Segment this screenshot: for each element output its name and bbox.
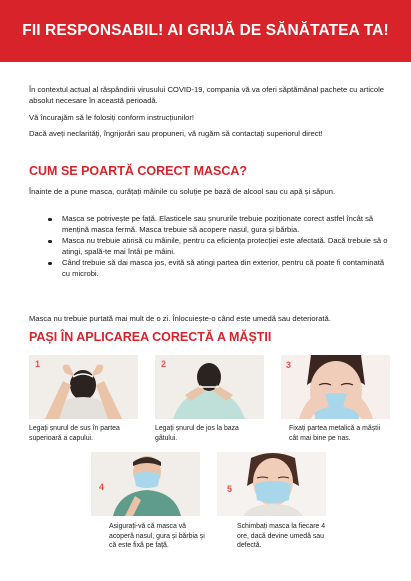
step-2-photo	[155, 355, 264, 419]
step-number: 1	[35, 359, 41, 369]
intro-text	[29, 84, 389, 145]
step-4-photo	[91, 452, 200, 516]
list-item: Masca se potrivește pe față. Elasticele sau șnururile trebuie poziționate corect astfel încât să mențină masca fermă. Masca trebuie să acopere nasul, gura și bărbia.	[48, 214, 388, 235]
header-banner	[0, 0, 411, 62]
list-item: Când trebuie să dai masca jos, evită să atingi partea din exterior, pentru că poate fi contaminată cu microbi.	[48, 258, 388, 279]
step-1-caption: Legați șnurul de sus în partea superioară a capului.	[29, 425, 120, 442]
step-5-caption: Schimbați masca la fiecare 4 ore, dacă devine umedă sau defectă.	[237, 523, 326, 549]
list-item: Masca nu trebuie atinsă cu mâinile, pentru ca eficiența protecției este afectată. Dacă trebuie să o atingi, spală-te mai întâi pe mâini.	[48, 236, 388, 257]
page-title: FII RESPONSABIL! AI GRIJĂ DE SĂNĂTATEA TA!	[22, 22, 389, 39]
step-4-caption: Asigurați-vă că masca vă acoperă nasul, gura și bărbia și că este fixă pe față.	[109, 523, 205, 549]
step-number: 4	[99, 482, 105, 492]
step-3-caption: Fixați partea metalică a măștii cât mai bine pe nas.	[289, 425, 381, 442]
step-2-caption: Legați șnurul de jos la baza gâtului.	[155, 425, 239, 442]
mask-rules-list	[48, 214, 388, 281]
step-number: 3	[286, 360, 292, 370]
step-5-photo	[217, 452, 326, 516]
intro-paragraph: Vă încurajăm să le folosiți conform instrucțiunilor!	[29, 112, 195, 122]
intro-paragraph: În contextul actual al răspândirii virusului COVID-19, compania vă va oferi săptămânal pachete cu articole absolut necesare în această perioadă.	[29, 85, 384, 105]
step-1-photo	[29, 355, 138, 419]
step-3-photo	[281, 355, 390, 419]
hand-cleaning-text: Înainte de a pune masca, curățați mâinile cu soluție pe bază de alcool sau cu apă și săpun.	[29, 187, 336, 196]
steps-section-heading: PAȘI ÎN APLICAREA CORECTĂ A MĂȘTII	[29, 330, 272, 344]
step-number: 5	[227, 484, 233, 494]
mask-duration-note: Masca nu trebuie purtată mai mult de o zi. Înlocuiește-o când este umedă sau deteriorată.	[29, 314, 331, 323]
step-number: 2	[161, 359, 167, 369]
intro-paragraph: Dacă aveți neclarități, îngrijorări sau propuneri, vă rugăm să contactați superiorul direct!	[29, 129, 323, 138]
mask-section-heading: CUM SE POARTĂ CORECT MASCA?	[29, 164, 248, 178]
